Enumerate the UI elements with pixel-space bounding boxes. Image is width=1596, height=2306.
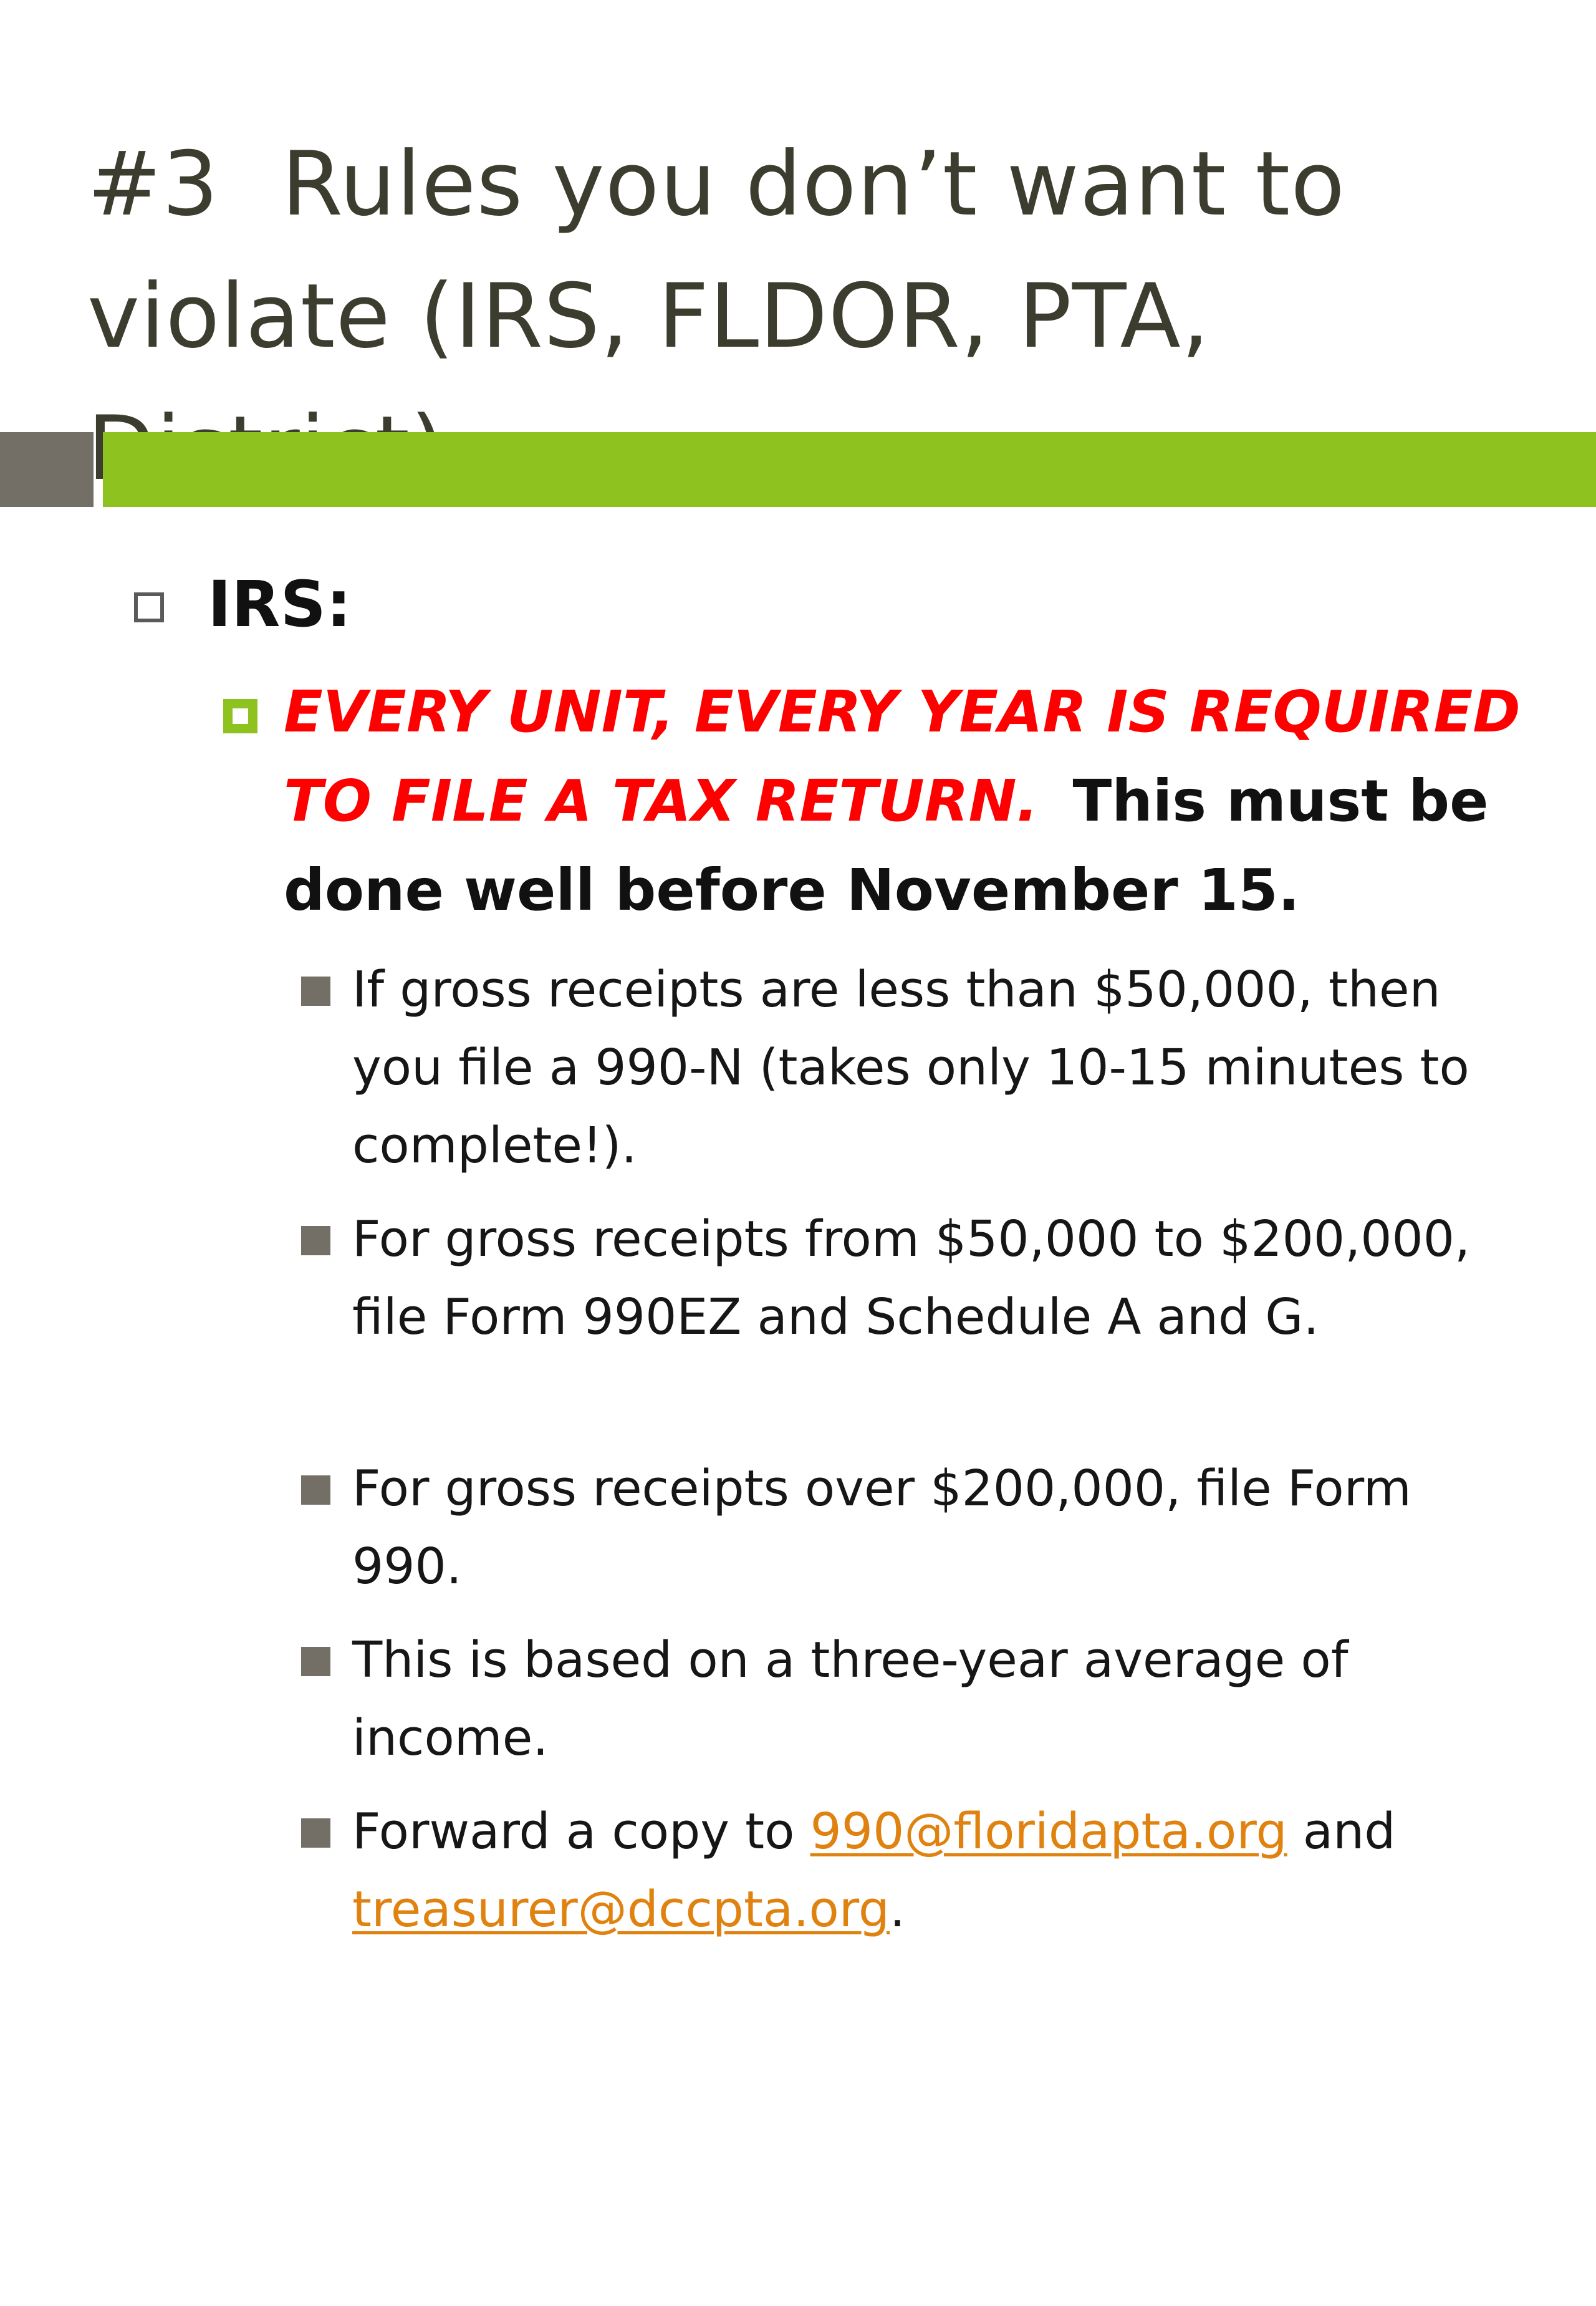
bullet-item-990: For gross receipts over $200,000, file Form 990. <box>352 1460 1411 1595</box>
forward-prefix: Forward a copy to <box>352 1803 795 1860</box>
email-link-treasurer[interactable]: treasurer@dccpta.org <box>352 1881 890 1938</box>
title-band-square <box>0 432 94 507</box>
requirement-paragraph <box>284 667 1531 935</box>
requirement-red-text: EVERY UNIT, EVERY YEAR IS REQUIRED TO FILE A TAX RETURN. <box>284 678 1521 834</box>
square-bullet-icon <box>301 977 330 1006</box>
title-text: Rules you don’t want to violate (IRS, FLDOR, PTA, <box>87 133 1346 368</box>
forward-suffix: . <box>890 1881 906 1938</box>
bullet-item-average: This is based on a three-year average of income. <box>352 1631 1348 1767</box>
title-number: #3 <box>87 133 219 236</box>
square-bullet-icon <box>301 1475 330 1505</box>
title-band-bar <box>103 432 1596 507</box>
square-bullet-icon <box>301 1647 330 1676</box>
forward-and: and <box>1302 1803 1396 1860</box>
bullet-item-990ez: For gross receipts from $50,000 to $200,000, file Form 990EZ and Schedule A and G. <box>352 1210 1471 1346</box>
email-link-990[interactable]: 990@floridapta.org <box>810 1803 1287 1860</box>
irs-heading: IRS: <box>208 567 352 642</box>
green-square-bullet-icon <box>223 699 257 733</box>
requirement-bold-text: This must be done well before November 15. <box>284 768 1489 924</box>
square-bullet-icon <box>301 1226 330 1255</box>
square-bullet-icon <box>301 1818 330 1848</box>
hollow-square-bullet-icon <box>134 592 164 622</box>
bullet-item-forward <box>352 1793 1518 1949</box>
bullet-item-990n: If gross receipts are less than $50,000, then you file a 990-N (takes only 10-15 minutes to complete!). <box>352 961 1469 1174</box>
